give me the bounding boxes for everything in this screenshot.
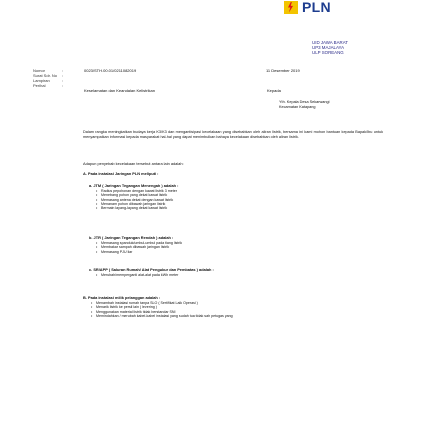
jtm-list bbox=[96, 189, 177, 210]
list-item: • Menebang pohon yang dekat kawat listrik bbox=[96, 193, 177, 197]
jtr-heading: b. JTR ( Jaringan Tegangan Rendah ) adalah : bbox=[89, 235, 174, 240]
list-item: • Menambah instalasi rumah tanpa SLO ( Sertifikat Laik Operasi ) bbox=[91, 301, 233, 305]
srapp-list bbox=[96, 273, 178, 277]
intro-paragraph: Dalam rangka meningkatkan budaya kerja K3/K3 dan mengantisipasi kecelakaan yang disebabkan oleh aliran listrik, bersama ini kami mohon bantuan kepada Bapak/Ibu untuk menyampaikan informasi kepada masyarakat hal-hal yang dapat menimbulkan bahaya kecelakaan disebabkan oleh aliran listrik. bbox=[83, 130, 383, 139]
list-item: • Memasang antena dekat dengan kawat listrik bbox=[96, 198, 177, 202]
section-a-heading: A. Pada instalasi Jaringan PLN meliputi : bbox=[83, 171, 159, 176]
recipient-line: Kecamatan Katapang bbox=[279, 105, 316, 109]
jtr-list bbox=[96, 241, 182, 254]
letter-date: 11 Desember 2019 bbox=[266, 68, 300, 73]
perihal-value: Keselamatan dan Keandalan Kelistrikan bbox=[84, 88, 155, 93]
unit-address bbox=[312, 40, 348, 55]
adapun-text: Adapun penyebab kecelakaan tersebut antara lain adalah: bbox=[83, 161, 184, 166]
jtm-heading: a. JTM ( Jaringan Tegangan Menengah ) adalah : bbox=[89, 183, 179, 188]
colon: : bbox=[62, 73, 64, 78]
recipient-line: Yth. Kepala Desa Sekarwangi bbox=[279, 100, 330, 104]
list-item: • Bermain layang-layang dekat kawat listrik bbox=[96, 206, 177, 210]
list-item: • Menanam pohon dibawah jaringan listrik bbox=[96, 202, 177, 206]
colon: : bbox=[62, 83, 64, 88]
logo-text: PLN bbox=[302, 0, 331, 15]
nomor-label: Nomor bbox=[33, 68, 46, 73]
srapp-heading: c. SR/APP ( Saluran Rumah/ Alat Pengukur dan Pembatas ) adalah : bbox=[89, 267, 214, 272]
surat-label: Surat Sdr. No bbox=[33, 73, 58, 78]
perihal-label: Perihal bbox=[33, 83, 46, 88]
colon: : bbox=[62, 68, 64, 73]
pln-logo bbox=[284, 0, 331, 14]
list-item: • Membakar sampah dibawah jaringan listrik bbox=[96, 245, 182, 249]
lightning-icon bbox=[284, 1, 298, 14]
list-item: • Memasang PJU liar bbox=[96, 250, 182, 254]
list-item: • Menarik listrik ke persil lain ( levering ) bbox=[91, 305, 233, 309]
list-item: • Memasang spanduk/umbul-umbul pada tiang listrik bbox=[96, 241, 182, 245]
unit-line: UID JAWA BARAT bbox=[312, 40, 348, 45]
unit-line: ULP SOREANG bbox=[312, 50, 344, 55]
list-item: • Radius pepohonan dengan kawat listrik 3 meter bbox=[96, 189, 177, 193]
lampiran-label: Lampiran bbox=[33, 78, 50, 83]
colon: : bbox=[62, 78, 64, 83]
list-item: • Memindahkan / merubah kabel-kabel instalasi yang sudah tua tidak sah petugas yang bbox=[91, 314, 233, 318]
list-item: • Merubah/memperganti alat-alat pada kWh meter bbox=[96, 273, 178, 277]
list-item: • Menggunakan material listrik tidak berstandar SNI bbox=[91, 310, 233, 314]
kepada-label: Kepada bbox=[267, 88, 281, 93]
section-b-heading: B. Pada instalasi milik pelanggan adalah : bbox=[83, 295, 161, 300]
unit-line: UP3 MAJALAYA bbox=[312, 45, 345, 50]
nomor-value: 0023/STH.00.01/0211082019 bbox=[84, 68, 137, 73]
section-b-list bbox=[91, 301, 233, 318]
